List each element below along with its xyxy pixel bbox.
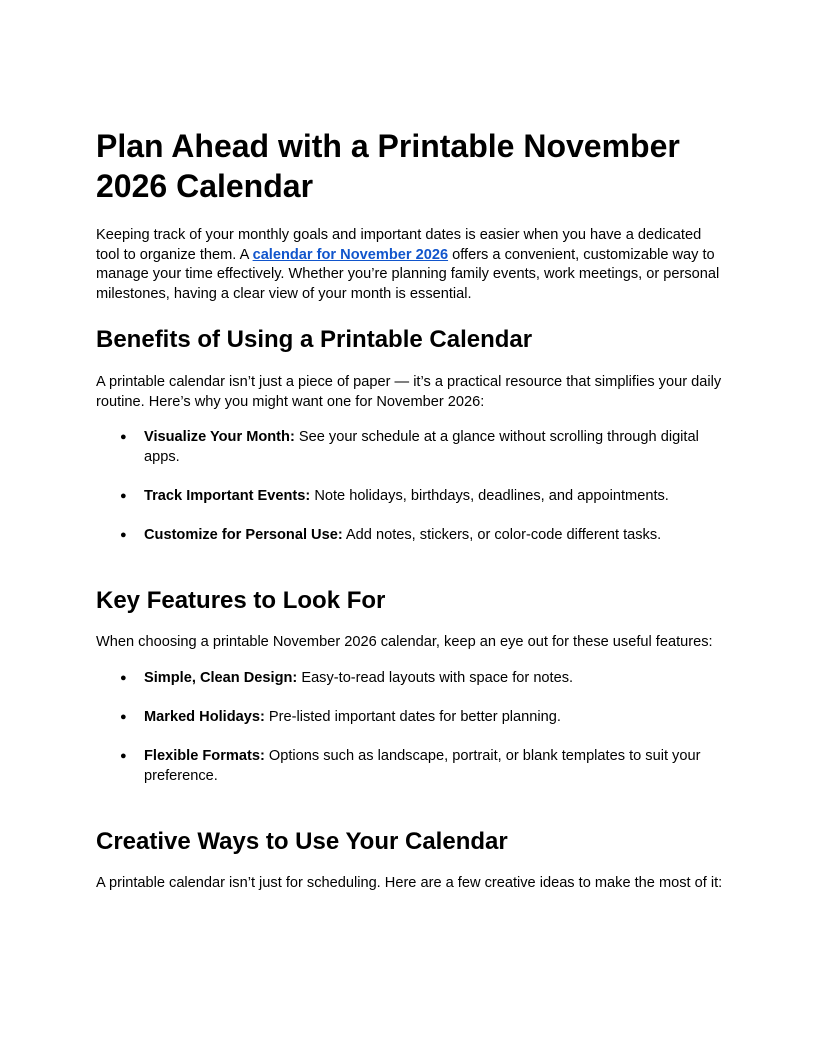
- bullet-icon: ●: [120, 711, 127, 723]
- bullet-icon: ●: [120, 489, 127, 502]
- list-item: [96, 747, 726, 786]
- list-item: [96, 669, 726, 689]
- benefits-paragraph: A printable calendar isn’t just a piece of paper — it’s a practical resource that simplifies your daily routine. Here’s why you might want one for November 2026:: [96, 374, 722, 410]
- bullet-icon: ●: [120, 528, 127, 541]
- list-item: [96, 487, 726, 507]
- list-item-label: Marked Holidays:: [144, 709, 265, 725]
- list-item: [96, 526, 726, 546]
- list-item-label: Visualize Your Month:: [144, 429, 295, 445]
- benefits-list: [96, 428, 726, 565]
- intro-text-before: Keeping track of your monthly goals and important dates is easier when you have a dedicated tool to organize them. A: [96, 227, 702, 263]
- bullet-icon: ●: [120, 431, 127, 443]
- list-item-label: Flexible Formats:: [144, 748, 265, 764]
- section-heading-creative: Creative Ways to Use Your Calendar: [96, 828, 508, 855]
- list-item-text: Easy-to-read layouts with space for notes.: [297, 670, 574, 686]
- section-heading-features: Key Features to Look For: [96, 587, 386, 614]
- list-item-text: Pre-listed important dates for better planning.: [264, 709, 561, 725]
- creative-paragraph: A printable calendar isn’t just for scheduling. Here are a few creative ideas to make the most of it:: [96, 875, 723, 891]
- list-item-text: Note holidays, birthdays, deadlines, and appointments.: [310, 487, 669, 504]
- list-item-text: Add notes, stickers, or color-code different tasks.: [342, 526, 662, 543]
- list-item: [96, 428, 726, 467]
- list-item-text: Options such as landscape, portrait, or blank templates to suit your preference.: [144, 748, 701, 784]
- list-item-text: See your schedule at a glance without scrolling through digital apps.: [144, 429, 699, 465]
- page-title: Plan Ahead with a Printable November 2026 Calendar: [96, 128, 680, 204]
- list-item-label: Track Important Events:: [144, 487, 311, 504]
- intro-text-after: offers a convenient, customizable way to manage your time effectively. Whether you’re planning family events, work meetings, or personal milestones, having a clear view of your month is essential.: [96, 246, 720, 302]
- section-heading-benefits: Benefits of Using a Printable Calendar: [96, 326, 533, 353]
- features-paragraph: When choosing a printable November 2026 calendar, keep an eye out for these useful features:: [96, 634, 713, 650]
- bullet-icon: ●: [120, 750, 127, 762]
- list-item: [96, 708, 726, 728]
- calendar-link[interactable]: calendar for November 2026: [252, 246, 449, 263]
- intro-paragraph: [96, 226, 726, 304]
- list-item-label: Simple, Clean Design:: [144, 670, 298, 686]
- list-item-label: Customize for Personal Use:: [144, 526, 343, 543]
- features-list: [96, 669, 726, 806]
- bullet-icon: ●: [120, 672, 127, 684]
